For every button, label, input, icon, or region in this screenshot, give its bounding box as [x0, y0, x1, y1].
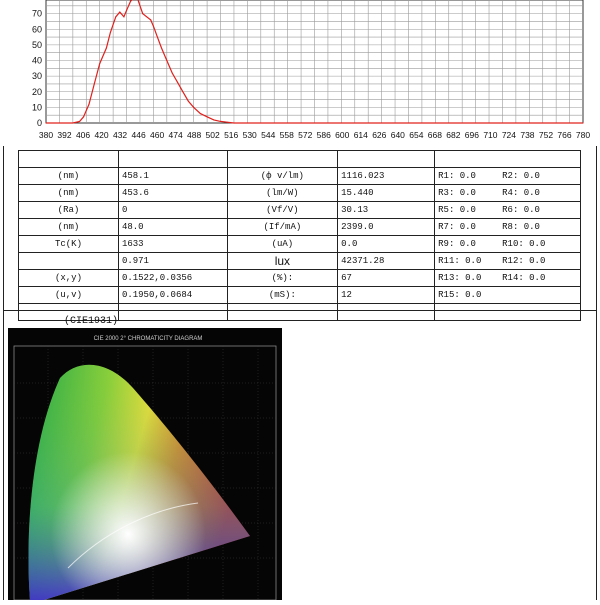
x-tick-label: 752: [538, 130, 554, 140]
cell-text: 15.440: [341, 188, 374, 198]
cell-text: 0.1950,0.0684: [121, 290, 193, 300]
x-tick-label: 780: [575, 130, 591, 140]
cell-text: (%):: [271, 273, 294, 283]
color-rendering-value: R5: 0.0: [438, 205, 476, 215]
cie-diagram-title: CIE 2000 2° CHROMATICITY DIAGRAM: [93, 336, 203, 342]
cell-text: 1116.023: [341, 171, 385, 181]
table-row: [19, 151, 581, 168]
spectrum-data-point: [150, 19, 151, 20]
cell-text: 1633: [121, 239, 144, 249]
spectrum-data-point: [172, 73, 173, 74]
y-tick-label: 30: [31, 71, 42, 82]
table-cell: [338, 202, 435, 219]
table-cell: [118, 219, 227, 236]
x-tick-label: 640: [390, 130, 405, 140]
color-rendering-value: R6: 0.0: [502, 205, 540, 215]
x-tick-label: 544: [261, 130, 276, 140]
x-tick-label: 696: [464, 130, 479, 140]
spectrum-data-point: [153, 26, 154, 27]
cell-text: (nm): [57, 222, 80, 232]
table-cell: [338, 185, 435, 202]
table-cell: [227, 304, 338, 321]
cell-text: 0.0: [341, 239, 358, 249]
table-row: [19, 236, 581, 253]
table-cell: [19, 236, 119, 253]
y-tick-label: 10: [31, 102, 42, 113]
x-tick-label: 380: [38, 130, 54, 140]
table-cell: [435, 270, 581, 287]
spectrum-data-point: [83, 116, 84, 117]
spectrum-data-point: [227, 122, 228, 123]
cell-text: (u,v): [54, 290, 82, 300]
x-tick-label: 530: [242, 130, 257, 140]
table-row: [19, 270, 581, 287]
y-tick-label: 70: [31, 8, 42, 19]
spectrum-data-point: [123, 16, 124, 17]
table-cell: [338, 151, 435, 168]
x-tick-label: 738: [520, 130, 535, 140]
spectrum-data-point: [529, 123, 530, 124]
table-cell: [435, 202, 581, 219]
x-tick-label: 682: [446, 130, 461, 140]
cell-text: (Vf/V): [266, 205, 299, 215]
x-tick-label: 460: [150, 130, 165, 140]
table-cell: [19, 270, 119, 287]
table-cell: [435, 219, 581, 236]
x-tick-label: 766: [557, 130, 572, 140]
spectrum-data-point: [146, 16, 147, 17]
x-tick-label: 586: [316, 130, 331, 140]
color-rendering-value: R15: 0.0: [438, 290, 482, 300]
x-tick-label: 446: [131, 130, 146, 140]
table-cell: [118, 151, 227, 168]
cell-text: 458.1: [121, 171, 149, 181]
x-tick-label: 558: [279, 130, 294, 140]
spectrum-data-point: [475, 123, 476, 124]
x-tick-label: 406: [75, 130, 91, 140]
spectrum-data-point: [157, 37, 158, 38]
x-tick-label: 572: [298, 130, 313, 140]
spectrum-chart-svg: [0, 0, 600, 145]
y-tick-label: 60: [31, 24, 42, 35]
table-cell: [338, 219, 435, 236]
color-rendering-value: R12: 0.0: [502, 256, 546, 266]
spectrum-data-point: [193, 107, 194, 108]
spectrum-data-point: [287, 123, 288, 124]
table-cell: [19, 168, 119, 185]
table-cell: [435, 151, 581, 168]
table-cell: [19, 219, 119, 236]
color-rendering-value: R8: 0.0: [502, 222, 540, 232]
table-row: [19, 219, 581, 236]
spectrum-data-point: [46, 123, 47, 124]
table-row: [19, 168, 581, 185]
cell-text: lux: [274, 254, 291, 268]
table-cell: [338, 270, 435, 287]
spectrum-data-point: [94, 83, 95, 84]
table-row: [19, 202, 581, 219]
cell-text: Tc(K): [54, 239, 82, 249]
spectrum-data-point: [213, 119, 214, 120]
table-cell: [118, 253, 227, 270]
cie-caption: (CIE1931): [64, 316, 119, 327]
spectrum-data-point: [182, 91, 183, 92]
cell-text: (ф v/lm): [260, 171, 304, 181]
table-row: [19, 253, 581, 270]
cell-text: (x,y): [54, 273, 82, 283]
cell-text: (Ra): [57, 205, 80, 215]
table-cell: [435, 287, 581, 304]
table-cell: [338, 168, 435, 185]
spectrum-data-point: [126, 10, 127, 11]
spectrum-data-point: [233, 123, 234, 124]
measurement-table: [18, 150, 581, 321]
x-tick-label: 654: [409, 130, 424, 140]
spectrum-data-point: [188, 101, 189, 102]
color-rendering-value: R9: 0.0: [438, 239, 476, 249]
table-cell: [435, 185, 581, 202]
color-rendering-value: R14: 0.0: [502, 273, 546, 283]
color-rendering-value: R4: 0.0: [502, 188, 540, 198]
x-tick-label: 516: [224, 130, 239, 140]
spectrum-data-point: [72, 123, 73, 124]
cell-text: 453.6: [121, 188, 149, 198]
cell-text: (If/mA): [263, 222, 302, 232]
table-cell: [19, 287, 119, 304]
cell-text: 0: [121, 205, 128, 215]
spectrum-data-point: [130, 1, 131, 2]
table-cell: [118, 185, 227, 202]
x-tick-label: 614: [353, 130, 368, 140]
cell-text: (lm/W): [266, 188, 299, 198]
measurement-table-section: [0, 146, 600, 310]
x-tick-label: 668: [427, 130, 442, 140]
table-cell: [118, 270, 227, 287]
color-rendering-value: R13: 0.0: [438, 273, 482, 283]
table-cell: [435, 236, 581, 253]
y-tick-label: 20: [31, 86, 42, 97]
color-rendering-value: R11: 0.0: [438, 256, 482, 266]
table-cell: [118, 202, 227, 219]
cell-text: 67: [341, 273, 352, 283]
cell-text: 12: [341, 290, 352, 300]
table-cell: [19, 253, 119, 270]
spectrum-chart: [0, 0, 600, 145]
table-cell: [118, 304, 227, 321]
spectrum-data-point: [177, 82, 178, 83]
y-tick-label: 50: [31, 39, 42, 50]
x-tick-label: 432: [112, 130, 128, 140]
x-tick-label: 392: [57, 130, 72, 140]
spectrum-data-point: [106, 48, 107, 49]
spectrum-data-point: [341, 123, 342, 124]
table-cell: [227, 287, 338, 304]
color-rendering-value: R7: 0.0: [438, 222, 476, 232]
table-cell: [118, 168, 227, 185]
x-tick-label: 626: [372, 130, 387, 140]
cell-text: (nm): [57, 188, 80, 198]
spectrum-data-point: [142, 13, 143, 14]
spectrum-data-point: [408, 123, 409, 124]
spectrum-data-point: [583, 123, 584, 124]
table-cell: [435, 253, 581, 270]
table-cell: [338, 253, 435, 270]
cell-text: 2399.0: [341, 222, 374, 232]
table-cell: [19, 202, 119, 219]
cell-text: (nm): [57, 171, 80, 181]
spectrum-data-point: [139, 5, 140, 6]
spectrum-data-point: [161, 48, 162, 49]
table-cell: [338, 236, 435, 253]
table-cell: [19, 151, 119, 168]
spectrum-data-point: [207, 116, 208, 117]
x-tick-label: 420: [94, 130, 109, 140]
x-tick-label: 502: [205, 130, 220, 140]
table-row: [19, 185, 581, 202]
x-tick-label: 600: [335, 130, 350, 140]
table-cell: [435, 304, 581, 321]
spectrum-data-point: [200, 113, 201, 114]
table-cell: [227, 168, 338, 185]
table-cell: [227, 270, 338, 287]
table-row: [19, 287, 581, 304]
cell-text: (uA): [271, 239, 294, 249]
table-cell: [338, 287, 435, 304]
spectrum-data-point: [110, 32, 111, 33]
table-cell: [118, 287, 227, 304]
table-cell: [227, 236, 338, 253]
color-rendering-value: R3: 0.0: [438, 188, 476, 198]
table-cell: [227, 253, 338, 270]
table-cell: [227, 185, 338, 202]
spectrum-data-point: [88, 104, 89, 105]
cell-text: (mS):: [268, 290, 296, 300]
cell-text: 0.1522,0.0356: [121, 273, 193, 283]
x-tick-label: 488: [187, 130, 202, 140]
table-cell: [19, 185, 119, 202]
x-tick-label: 724: [501, 130, 517, 140]
table-cell: [227, 151, 338, 168]
cie-chromaticity-diagram: [8, 328, 282, 600]
spectrum-data-point: [115, 16, 116, 17]
y-tick-label: 0: [36, 118, 42, 128]
x-tick-label: 474: [168, 130, 183, 140]
color-rendering-value: R10: 0.0: [502, 239, 546, 249]
y-tick-label: 40: [31, 55, 42, 66]
spectrum-data-point: [220, 121, 221, 122]
spectrum-data-point: [166, 60, 167, 61]
table-cell: [227, 202, 338, 219]
color-rendering-value: R2: 0.0: [502, 171, 540, 181]
spectrum-data-point: [247, 123, 248, 124]
cie-diagram-svg: [8, 328, 282, 600]
cell-text: 30.13: [341, 205, 369, 215]
spectrum-data-point: [99, 63, 100, 64]
table-cell: [227, 219, 338, 236]
x-tick-label: 710: [483, 130, 498, 140]
color-rendering-value: R1: 0.0: [438, 171, 476, 181]
cell-text: 0.971: [121, 256, 149, 266]
table-cell: [435, 168, 581, 185]
cell-text: 48.0: [121, 222, 144, 232]
spectrum-data-point: [556, 123, 557, 124]
spectrum-data-point: [119, 12, 120, 13]
table-cell: [118, 236, 227, 253]
table-cell: [338, 304, 435, 321]
spectrum-data-point: [79, 121, 80, 122]
cell-text: 42371.28: [341, 256, 385, 266]
